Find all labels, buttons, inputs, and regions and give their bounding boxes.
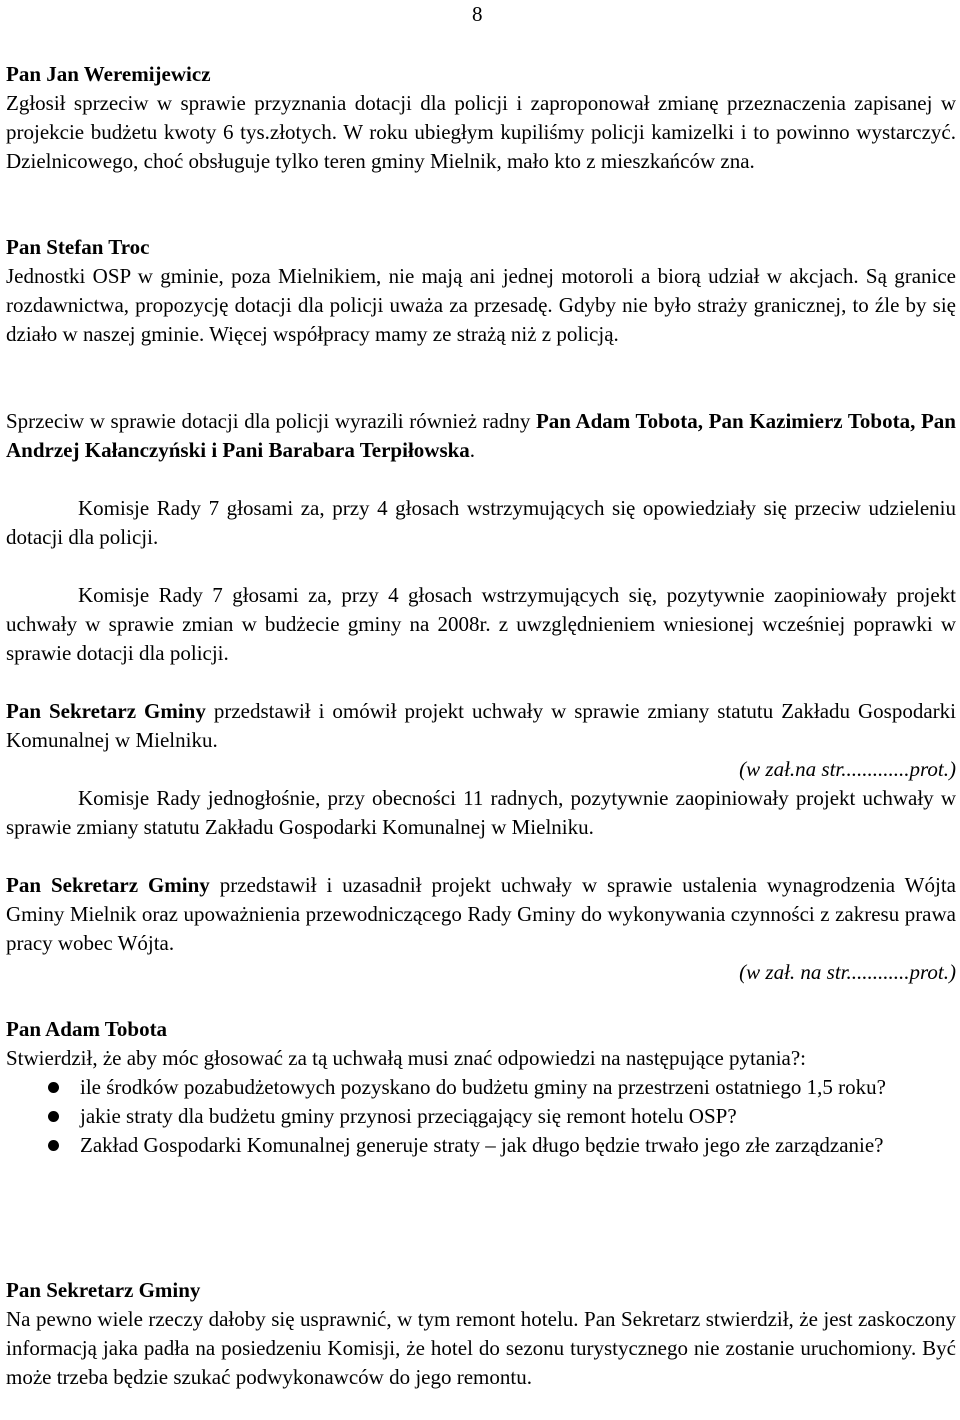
paragraph [6, 697, 956, 755]
paragraph: Komisje Rady jednogłośnie, przy obecności 11 radnych, pozytywnie zaopiniowały projekt uchwały w sprawie zmiany statutu Zakładu Gospodarki Komunalnej w Mielniku. [6, 786, 956, 839]
speaker-name: Pan Sekretarz Gminy [6, 1278, 201, 1302]
attachment-note: (w zał. na str............prot.) [739, 960, 956, 984]
speaker-name: Pan Jan Weremijewicz [6, 62, 211, 86]
paragraph: Zgłosił sprzeciw w sprawie przyznania dotacji dla policji i zaproponował zmianę przeznaczenia zapisanej w projekcie budżetu kwoty 6 tys.złotych. W roku ubiegłym kupiliśmy policji kamizelki i to powinno wystarczyć. Dzielnicowego, choć obsługuje tylko teren gminy Mielnik, mało kto z mieszkańców zna. [6, 91, 956, 173]
objection-suffix: . [469, 438, 476, 462]
speaker-name: Pan Stefan Troc [6, 235, 150, 259]
section-troc [6, 233, 956, 349]
paragraph: Komisje Rady 7 głosami za, przy 4 głosach wstrzymujących się opowiedziały się przeciw udzieleniu dotacji dla policji. [6, 496, 956, 549]
speaker-name: Pan Adam Tobota [6, 1017, 168, 1041]
question-list [6, 1073, 956, 1160]
list-item-text: jakie straty dla budżetu gminy przynosi przeciągający się remont hotelu OSP? [80, 1104, 737, 1128]
objection-prefix: Sprzeciw w sprawie dotacji dla policji wyrazili również radny [6, 409, 536, 433]
speaker-name: Pan Sekretarz Gminy [6, 699, 206, 723]
paragraph [6, 407, 956, 465]
paragraph: Na pewno wiele rzeczy dałoby się usprawnić, w tym remont hotelu. Pan Sekretarz stwierdził, że jest zaskoczony informacją jaka padła na posiedzeniu Komisji, że hotel do sezonu turystycznego nie zostanie uruchomiony. Być może trzeba będzie szukać podwykonawców do jego remontu. [6, 1307, 956, 1389]
speaker-name: Pan Sekretarz Gminy [6, 873, 210, 897]
list-item [6, 1073, 956, 1102]
section-secretary1 [6, 697, 956, 842]
list-item [6, 1102, 956, 1131]
paragraph-text: przedstawił i omówił projekt uchwały w sprawie zmiany statutu Zakładu Gospodarki Komunalnej w Mielniku. [6, 699, 956, 752]
paragraph: Stwierdził, że aby móc głosować za tą uchwałą musi znać odpowiedzi na następujące pytania?: [6, 1046, 807, 1070]
bullet-icon [48, 1082, 59, 1093]
objection-names: Pan Adam Tobota, Pan Kazimierz Tobota, Pan Andrzej Kałanczyński i Pani Barabara Terpiłowska [6, 409, 956, 462]
list-item-text: ile środków pozabudżetowych pozyskano do budżetu gminy na przestrzeni ostatniego 1,5 roku? [80, 1075, 886, 1099]
page-number: 8 [472, 2, 483, 26]
bullet-icon [48, 1111, 59, 1122]
attachment-note: (w zał.na str.............prot.) [739, 757, 956, 781]
section-tobota [6, 1015, 956, 1160]
section-objection [6, 407, 956, 465]
section-secretary2 [6, 871, 956, 987]
paragraph: Komisje Rady 7 głosami za, przy 4 głosach wstrzymujących się, pozytywnie zaopiniowały projekt uchwały w sprawie zmian w budżecie gminy na 2008r. z uwzględnieniem wniesionej wcześniej poprawki w sprawie dotacji dla policji. [6, 583, 956, 665]
paragraph: Jednostki OSP w gminie, poza Mielnikiem, nie mają ani jednej motoroli a biorą udział w akcjach. Są granice rozdawnictwa, propozycję dotacji dla policji uważa za przesadę. Gdyby nie było straży granicznej, to źle by się działo w naszej gminie. Więcej współpracy mamy ze strażą niż z policją. [6, 264, 956, 346]
bullet-icon [48, 1140, 59, 1151]
list-item [6, 1131, 956, 1160]
section-weremijewicz [6, 60, 956, 176]
section-vote1 [6, 494, 956, 552]
list-item-text: Zakład Gospodarki Komunalnej generuje straty – jak długo będzie trwało jego złe zarządzanie? [80, 1133, 884, 1157]
section-vote2 [6, 581, 956, 668]
section-secretary3 [6, 1276, 956, 1392]
paragraph [6, 871, 956, 958]
paragraph-text: przedstawił i uzasadnił projekt uchwały w sprawie ustalenia wynagrodzenia Wójta Gminy Mielnik oraz upoważnienia przewodniczącego Rady Gminy do wykonywania czynności z zakresu prawa pracy wobec Wójta. [6, 873, 956, 955]
